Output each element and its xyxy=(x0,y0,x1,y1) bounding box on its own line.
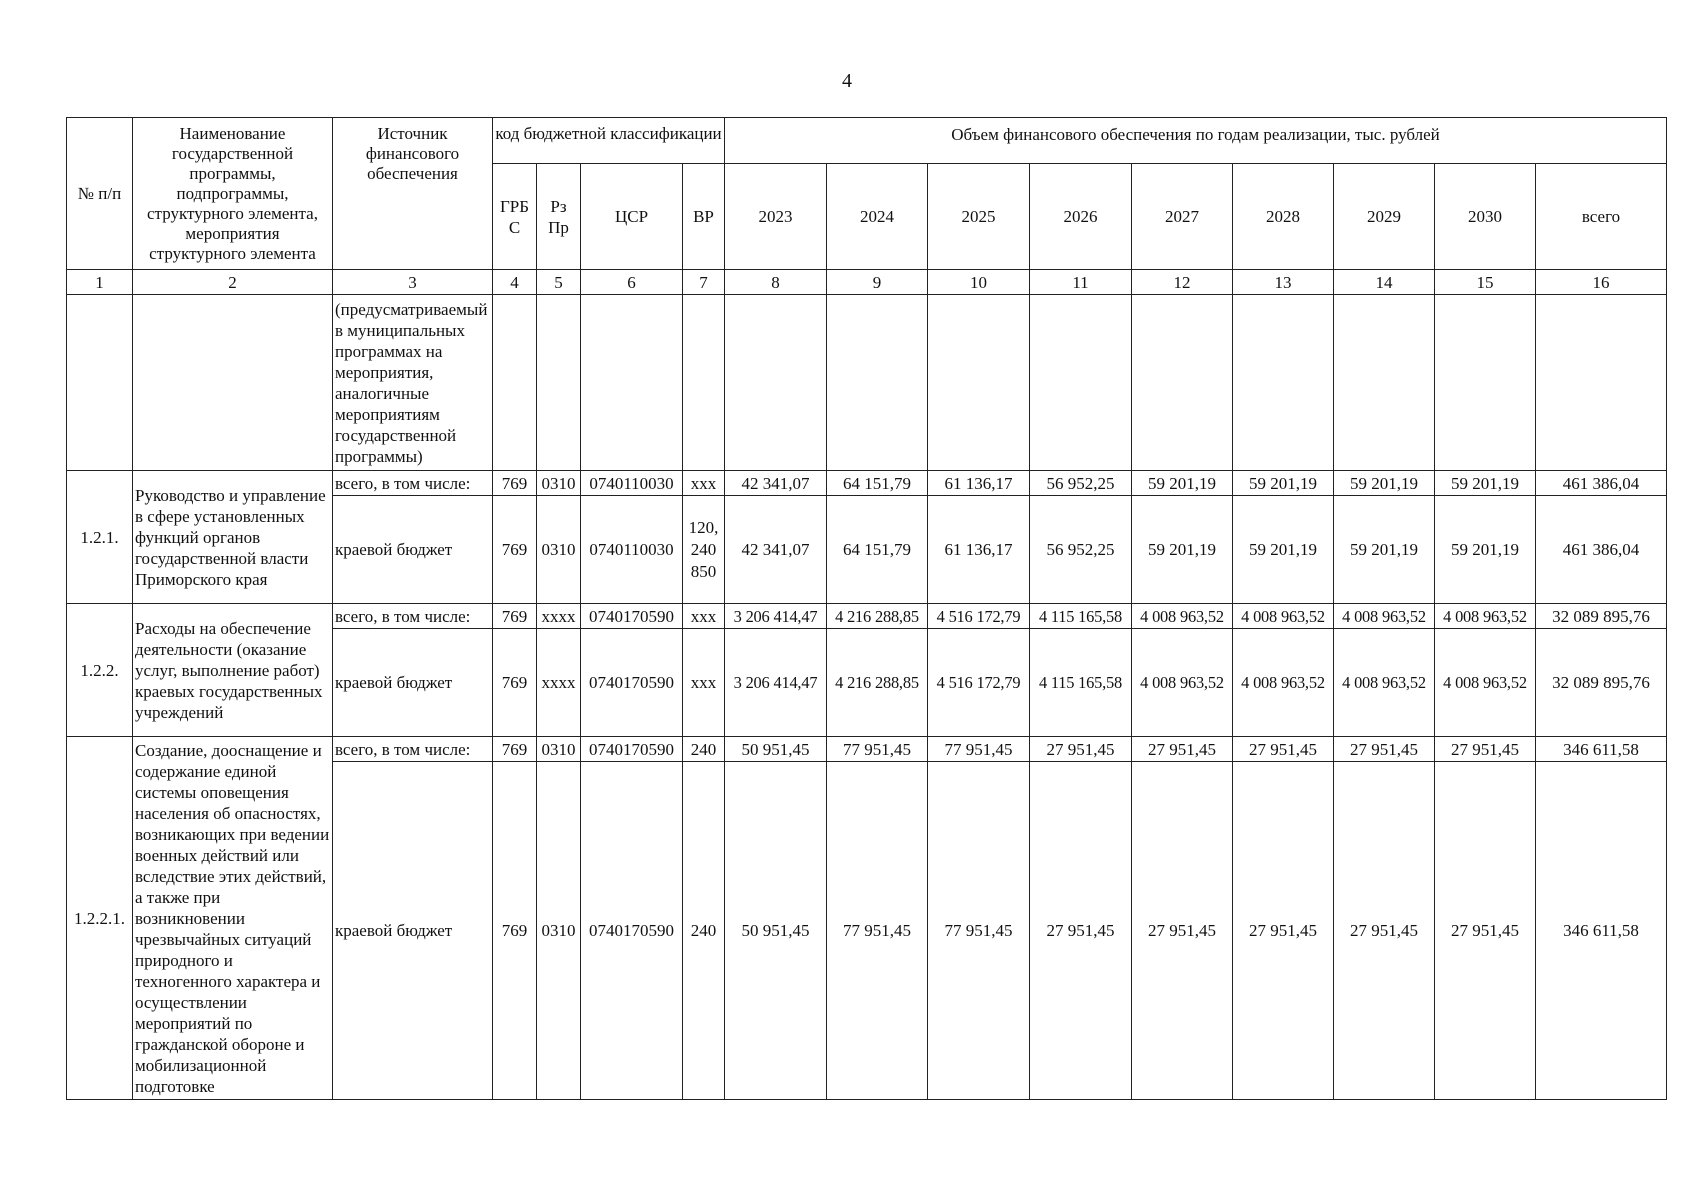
header-vr: ВР xyxy=(683,164,725,270)
table-row xyxy=(67,471,1667,496)
header-num: № п/п xyxy=(67,118,133,270)
cell-value: 4 008 963,52 xyxy=(1334,604,1435,629)
cell-total: 32 089 895,76 xyxy=(1536,629,1667,737)
cell-value: 4 008 963,52 xyxy=(1233,629,1334,737)
budget-table xyxy=(66,117,1667,1100)
cell-value: 59 201,19 xyxy=(1435,496,1536,604)
cell-csr: 0740170590 xyxy=(581,604,683,629)
column-index: 12 xyxy=(1132,270,1233,295)
cell-value: 3 206 414,47 xyxy=(725,604,827,629)
row-number: 1.2.1. xyxy=(67,471,133,604)
header-year: 2026 xyxy=(1030,164,1132,270)
cell-grbs: 769 xyxy=(493,762,537,1100)
cell-rzpr: 0310 xyxy=(537,762,581,1100)
column-index: 16 xyxy=(1536,270,1667,295)
cell-value: 59 201,19 xyxy=(1233,471,1334,496)
column-index: 15 xyxy=(1435,270,1536,295)
column-index: 9 xyxy=(827,270,928,295)
column-index: 11 xyxy=(1030,270,1132,295)
cell-csr: 0740110030 xyxy=(581,496,683,604)
cell-value: 56 952,25 xyxy=(1030,471,1132,496)
continuation-row xyxy=(67,295,1667,471)
cell-rzpr: хххх xyxy=(537,629,581,737)
cell-value: 27 951,45 xyxy=(1334,762,1435,1100)
cell-total: 461 386,04 xyxy=(1536,471,1667,496)
cell-value: 59 201,19 xyxy=(1435,471,1536,496)
cell-value: 77 951,45 xyxy=(928,762,1030,1100)
table-row xyxy=(67,737,1667,762)
cell-value: 4 115 165,58 xyxy=(1030,604,1132,629)
header-year: 2024 xyxy=(827,164,928,270)
cell-vr: ххх xyxy=(683,471,725,496)
cell-rzpr: 0310 xyxy=(537,737,581,762)
cell-value: 4 008 963,52 xyxy=(1132,604,1233,629)
cell-total: 346 611,58 xyxy=(1536,762,1667,1100)
row-source: всего, в том числе: xyxy=(333,471,493,496)
header-source: Источник финансового обеспечения xyxy=(333,118,493,270)
column-index: 7 xyxy=(683,270,725,295)
header-rzpr: Рз Пр xyxy=(537,164,581,270)
cell-value: 4 216 288,85 xyxy=(827,604,928,629)
row-name: Расходы на обеспечение деятельности (оказание услуг, выполнение работ) краевых государственных учреждений xyxy=(133,604,333,737)
column-index: 4 xyxy=(493,270,537,295)
cell-total: 32 089 895,76 xyxy=(1536,604,1667,629)
column-index: 1 xyxy=(67,270,133,295)
cell-value: 4 008 963,52 xyxy=(1132,629,1233,737)
column-index: 8 xyxy=(725,270,827,295)
cell-value: 64 151,79 xyxy=(827,471,928,496)
row-source: всего, в том числе: xyxy=(333,737,493,762)
column-index-row xyxy=(67,270,1667,295)
cell-value: 59 201,19 xyxy=(1334,496,1435,604)
cell-value: 59 201,19 xyxy=(1233,496,1334,604)
cell-value: 59 201,19 xyxy=(1132,496,1233,604)
cell-value: 61 136,17 xyxy=(928,471,1030,496)
cell-value: 3 206 414,47 xyxy=(725,629,827,737)
cell-value: 27 951,45 xyxy=(1334,737,1435,762)
cell-grbs: 769 xyxy=(493,737,537,762)
cell-value: 56 952,25 xyxy=(1030,496,1132,604)
cell-grbs: 769 xyxy=(493,629,537,737)
cell-csr: 0740170590 xyxy=(581,629,683,737)
cell-csr: 0740170590 xyxy=(581,762,683,1100)
cell-value: 42 341,07 xyxy=(725,471,827,496)
cell-value: 64 151,79 xyxy=(827,496,928,604)
cell-value: 27 951,45 xyxy=(1233,737,1334,762)
cell-value: 4 008 963,52 xyxy=(1435,629,1536,737)
cell-value: 4 516 172,79 xyxy=(928,629,1030,737)
cell-grbs: 769 xyxy=(493,604,537,629)
column-index: 2 xyxy=(133,270,333,295)
cell-value: 27 951,45 xyxy=(1435,762,1536,1100)
cell-value: 27 951,45 xyxy=(1132,762,1233,1100)
cell-value: 4 115 165,58 xyxy=(1030,629,1132,737)
cell-value: 27 951,45 xyxy=(1030,762,1132,1100)
cell-value: 27 951,45 xyxy=(1030,737,1132,762)
column-index: 5 xyxy=(537,270,581,295)
cell-csr: 0740170590 xyxy=(581,737,683,762)
cell-value: 61 136,17 xyxy=(928,496,1030,604)
cell-value: 77 951,45 xyxy=(827,762,928,1100)
row-number: 1.2.2. xyxy=(67,604,133,737)
header-year: 2027 xyxy=(1132,164,1233,270)
cell-value: 27 951,45 xyxy=(1132,737,1233,762)
cell-vr: ххх xyxy=(683,629,725,737)
cell-value: 4 008 963,52 xyxy=(1334,629,1435,737)
cell-value: 27 951,45 xyxy=(1435,737,1536,762)
column-index: 3 xyxy=(333,270,493,295)
header-year: 2030 xyxy=(1435,164,1536,270)
header-year: 2023 xyxy=(725,164,827,270)
column-index: 10 xyxy=(928,270,1030,295)
cell-vr: ххх xyxy=(683,604,725,629)
cell-value: 4 216 288,85 xyxy=(827,629,928,737)
header-year: 2029 xyxy=(1334,164,1435,270)
cell-total: 461 386,04 xyxy=(1536,496,1667,604)
table-row xyxy=(67,604,1667,629)
header-grbs: ГРБ С xyxy=(493,164,537,270)
header-volume: Объем финансового обеспечения по годам реализации, тыс. рублей xyxy=(725,118,1667,164)
header-row xyxy=(67,118,1667,164)
header-year: 2025 xyxy=(928,164,1030,270)
cell-value: 4 516 172,79 xyxy=(928,604,1030,629)
cell-value: 77 951,45 xyxy=(827,737,928,762)
page-number: 4 xyxy=(842,70,852,92)
cell-value: 59 201,19 xyxy=(1132,471,1233,496)
header-year: 2028 xyxy=(1233,164,1334,270)
column-index: 6 xyxy=(581,270,683,295)
row-source: всего, в том числе: xyxy=(333,604,493,629)
cell-csr: 0740110030 xyxy=(581,471,683,496)
row-name: Создание, дооснащение и содержание единой системы оповещения населения об опасностях, возникающих при ведении военных действий или вследствие этих действий, а также при возникновении чрезвычайных ситуаций природного и техногенного характера и осуществлении мероприятий по гражданской обороне и мобилизационной подготовке xyxy=(133,737,333,1100)
column-index: 14 xyxy=(1334,270,1435,295)
cell-value: 4 008 963,52 xyxy=(1435,604,1536,629)
cell-rzpr: 0310 xyxy=(537,471,581,496)
header-name: Наименование государственной программы, подпрограммы, структурного элемента, мероприятия структурного элемента xyxy=(133,118,333,270)
header-csr: ЦСР xyxy=(581,164,683,270)
row-source: краевой бюджет xyxy=(333,629,493,737)
cell-value: 50 951,45 xyxy=(725,762,827,1100)
cell-vr: 240 xyxy=(683,762,725,1100)
cell-value: 27 951,45 xyxy=(1233,762,1334,1100)
column-index: 13 xyxy=(1233,270,1334,295)
continuation-source: (предусматриваемый в муниципальных программах на мероприятия, аналогичные мероприятиям государственной программы) xyxy=(333,295,493,471)
cell-rzpr: хххх xyxy=(537,604,581,629)
header-budget-code: код бюджетной классификации xyxy=(493,118,725,164)
cell-value: 4 008 963,52 xyxy=(1233,604,1334,629)
row-source: краевой бюджет xyxy=(333,496,493,604)
cell-rzpr: 0310 xyxy=(537,496,581,604)
cell-grbs: 769 xyxy=(493,471,537,496)
row-number: 1.2.2.1. xyxy=(67,737,133,1100)
row-name: Руководство и управление в сфере установленных функций органов государственной власти Приморского края xyxy=(133,471,333,604)
cell-value: 50 951,45 xyxy=(725,737,827,762)
header-total: всего xyxy=(1536,164,1667,270)
cell-grbs: 769 xyxy=(493,496,537,604)
cell-total: 346 611,58 xyxy=(1536,737,1667,762)
cell-value: 77 951,45 xyxy=(928,737,1030,762)
cell-vr: 120, 240 850 xyxy=(683,496,725,604)
cell-value: 42 341,07 xyxy=(725,496,827,604)
row-source: краевой бюджет xyxy=(333,762,493,1100)
cell-value: 59 201,19 xyxy=(1334,471,1435,496)
cell-vr: 240 xyxy=(683,737,725,762)
